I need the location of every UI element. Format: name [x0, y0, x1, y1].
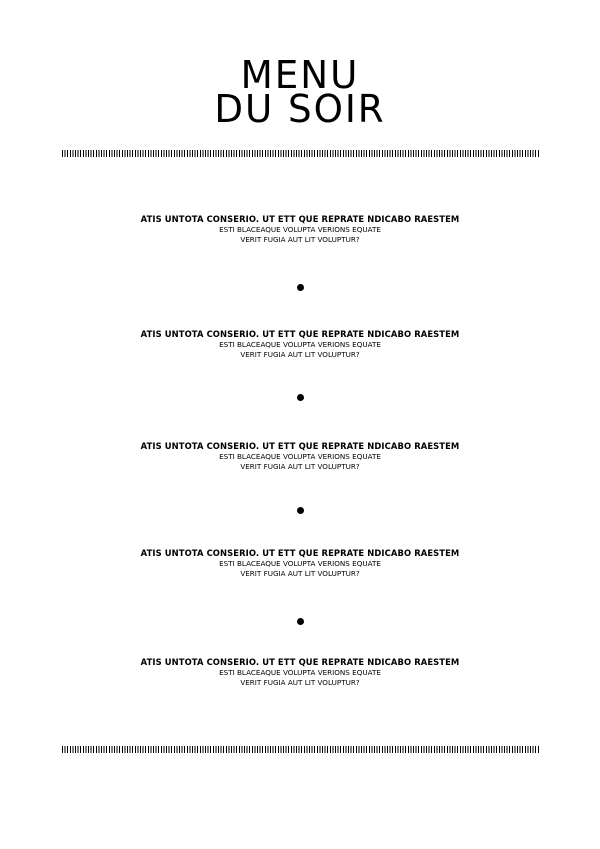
menu-item-name: ATIS UNTOTA CONSERIO. UT ETT QUE REPRATE NDICABO RAESTEM: [140, 657, 460, 667]
menu-item-description-line-1: ESTI BLACEAQUE VOLUPTA VERIONS EQUATE: [219, 452, 381, 461]
menu-item-description-line-1: ESTI BLACEAQUE VOLUPTA VERIONS EQUATE: [219, 668, 381, 677]
menu-item: [0, 214, 600, 245]
menu-item: [0, 657, 600, 688]
bullet-separator: [297, 394, 304, 401]
menu-item-description-line-1: ESTI BLACEAQUE VOLUPTA VERIONS EQUATE: [219, 559, 381, 568]
menu-item: [0, 329, 600, 360]
menu-item-description-line-1: ESTI BLACEAQUE VOLUPTA VERIONS EQUATE: [219, 225, 381, 234]
menu-item: [0, 441, 600, 472]
bullet-separator: [297, 507, 304, 514]
menu-title-line-2: DU SOIR: [214, 87, 386, 131]
menu-item-description-line-1: ESTI BLACEAQUE VOLUPTA VERIONS EQUATE: [219, 340, 381, 349]
menu-item-description-line-2: VERIT FUGIA AUT LIT VOLUPTUR?: [240, 678, 360, 687]
menu-item: [0, 548, 600, 579]
bullet-separator: [297, 618, 304, 625]
menu-item-description-line-2: VERIT FUGIA AUT LIT VOLUPTUR?: [240, 350, 360, 359]
menu-title-line-1: MENU: [240, 53, 360, 97]
top-divider-rule: [62, 150, 540, 157]
menu-item-name: ATIS UNTOTA CONSERIO. UT ETT QUE REPRATE NDICABO RAESTEM: [140, 441, 460, 451]
menu-item-description-line-2: VERIT FUGIA AUT LIT VOLUPTUR?: [240, 569, 360, 578]
bottom-divider-rule: [62, 746, 540, 753]
menu-item-description-line-2: VERIT FUGIA AUT LIT VOLUPTUR?: [240, 462, 360, 471]
menu-item-description-line-2: VERIT FUGIA AUT LIT VOLUPTUR?: [240, 235, 360, 244]
menu-item-name: ATIS UNTOTA CONSERIO. UT ETT QUE REPRATE NDICABO RAESTEM: [140, 548, 460, 558]
bullet-separator: [297, 284, 304, 291]
menu-item-name: ATIS UNTOTA CONSERIO. UT ETT QUE REPRATE NDICABO RAESTEM: [140, 214, 460, 224]
menu-item-name: ATIS UNTOTA CONSERIO. UT ETT QUE REPRATE NDICABO RAESTEM: [140, 329, 460, 339]
